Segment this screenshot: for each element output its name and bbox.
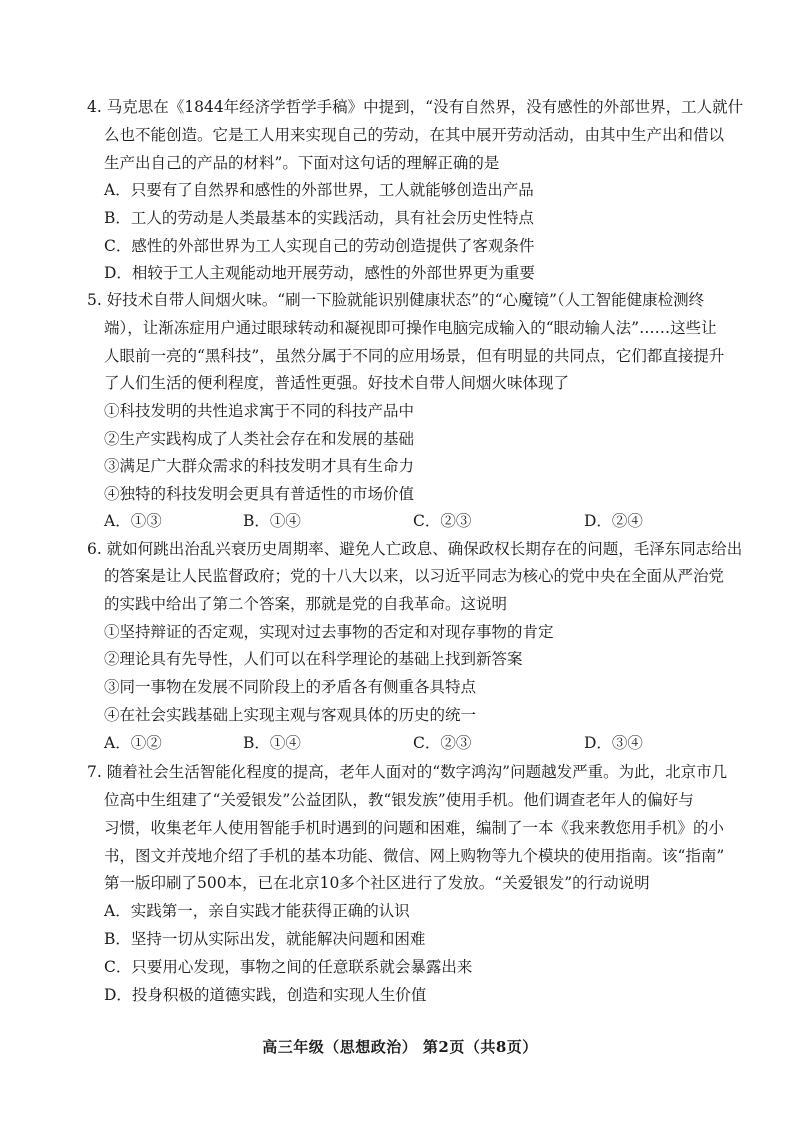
q4-option-a: A．只要有了自然界和感性的外部世界，工人就能够创造出产品 bbox=[104, 181, 534, 199]
q4-line-1 bbox=[87, 97, 743, 117]
q6-statement-3: ③同一事物在发展不同阶段上的矛盾各有侧重各具特点 bbox=[104, 678, 477, 696]
q4-option-b: B．工人的劳动是人类最基本的实践活动，具有社会历史性特点 bbox=[104, 209, 534, 227]
q6-line-1 bbox=[87, 539, 742, 559]
q6-statement-2: ②理论具有先导性，人们可以在科学理论的基础上找到新答案 bbox=[104, 650, 523, 668]
q5-choice-d: D．②④ bbox=[584, 512, 643, 530]
q7-option-a: A．实践第一，亲自实践才能获得正确的认识 bbox=[104, 902, 410, 920]
q4-line-3: 生产出自己的产品的材料”。下面对这句话的理解正确的是 bbox=[104, 154, 500, 172]
q5-statement-4: ④独特的科技发明会更具有普适性的市场价值 bbox=[104, 485, 415, 503]
q5-number: 5. bbox=[87, 291, 102, 309]
q6-number: 6. bbox=[87, 540, 102, 558]
q5-text-1: 好技术自带人间烟火味。“刷一下脸就能识别健康状态”的“心魔镜”（人工智能健康检测终 bbox=[106, 291, 705, 309]
q5-line-3: 人眼前一亮的“黑科技”，虽然分属于不同的应用场景，但有明显的共同点，它们都直接提升 bbox=[104, 347, 725, 365]
q4-line-2: 么也不能创造。它是工人用来实现自己的劳动，在其中展开劳动活动，由其中生产出和借以 bbox=[104, 126, 725, 144]
q5-statement-1: ①科技发明的共性追求寓于不同的科技产品中 bbox=[104, 402, 415, 420]
q7-line-2: 位高中生组建了“关爱银发”公益团队，教“银发族”使用手机。他们调查老年人的偏好与 bbox=[104, 791, 694, 809]
q5-statement-2: ②生产实践构成了人类社会存在和发展的基础 bbox=[104, 430, 415, 448]
q7-option-c: C．只要用心发现，事物之间的任意联系就会暴露出来 bbox=[104, 958, 473, 976]
q7-number: 7. bbox=[87, 763, 102, 781]
q4-text-1: 马克思在《1844年经济学哲学手稿》中提到，“没有自然界，没有感性的外部世界，工人就什 bbox=[106, 98, 744, 116]
q5-line-1 bbox=[87, 290, 704, 310]
q6-line-2: 的答案是让人民监督政府；党的十八大以来，以习近平同志为核心的党中央在全面从严治党 bbox=[104, 567, 725, 585]
q7-option-b: B．坚持一切从实际出发，就能解决问题和困难 bbox=[104, 930, 426, 948]
q6-statement-1: ①坚持辩证的否定观，实现对过去事物的否定和对现存事物的肯定 bbox=[104, 623, 554, 641]
q7-line-5: 第一版印刷了500本，已在北京10多个社区进行了发放。“关爱银发”的行动说明 bbox=[104, 874, 650, 892]
q6-text-1: 就如何跳出治乱兴衰历史周期率、避免人亡政息、确保政权长期存在的问题，毛泽东同志给出 bbox=[106, 540, 743, 558]
q7-line-3: 习惯，收集老年人使用智能手机时遇到的问题和困难，编制了一本《我来教您用手机》的小 bbox=[104, 819, 725, 837]
q6-line-3: 的实践中给出了第二个答案，那就是党的自我革命。这说明 bbox=[104, 595, 508, 613]
q7-option-d: D．投身积极的道德实践，创造和实现人生价值 bbox=[104, 986, 427, 1004]
q7-text-1: 随着社会生活智能化程度的提高，老年人面对的“数字鸿沟”问题越发严重。为此，北京市几 bbox=[106, 763, 728, 781]
q5-choice-b: B．①④ bbox=[243, 512, 301, 530]
q4-option-d: D．相较于工人主观能动地开展劳动，感性的外部世界更为重要 bbox=[104, 264, 535, 282]
q6-choice-a: A．①② bbox=[104, 734, 162, 752]
q5-choice-a: A．①③ bbox=[104, 512, 162, 530]
q6-statement-4: ④在社会实践基础上实现主观与客观具体的历史的统一 bbox=[104, 706, 477, 724]
q6-choice-d: D．③④ bbox=[584, 734, 643, 752]
q5-statement-3: ③满足广大群众需求的科技发明才具有生命力 bbox=[104, 457, 415, 475]
q7-line-4: 书，图文并茂地介绍了手机的基本功能、微信、网上购物等九个模块的使用指南。该“指南” bbox=[104, 847, 725, 865]
q6-choice-c: C．②③ bbox=[413, 734, 472, 752]
q4-number: 4. bbox=[87, 98, 102, 116]
q5-choice-c: C．②③ bbox=[413, 512, 472, 530]
q5-line-4: 了人们生活的便利程度，普适性更强。好技术自带人间烟火味体现了 bbox=[104, 374, 570, 392]
q7-line-1 bbox=[87, 762, 727, 782]
q4-option-c: C．感性的外部世界为工人实现自己的劳动创造提供了客观条件 bbox=[104, 237, 535, 255]
page-footer: 高三年级（思想政治） 第2页（共8页） bbox=[262, 1038, 538, 1056]
q5-line-2: 端），让渐冻症用户通过眼球转动和凝视即可操作电脑完成输入的“眼动输人法”……这些让 bbox=[104, 319, 717, 337]
q6-choice-b: B．①④ bbox=[243, 734, 301, 752]
